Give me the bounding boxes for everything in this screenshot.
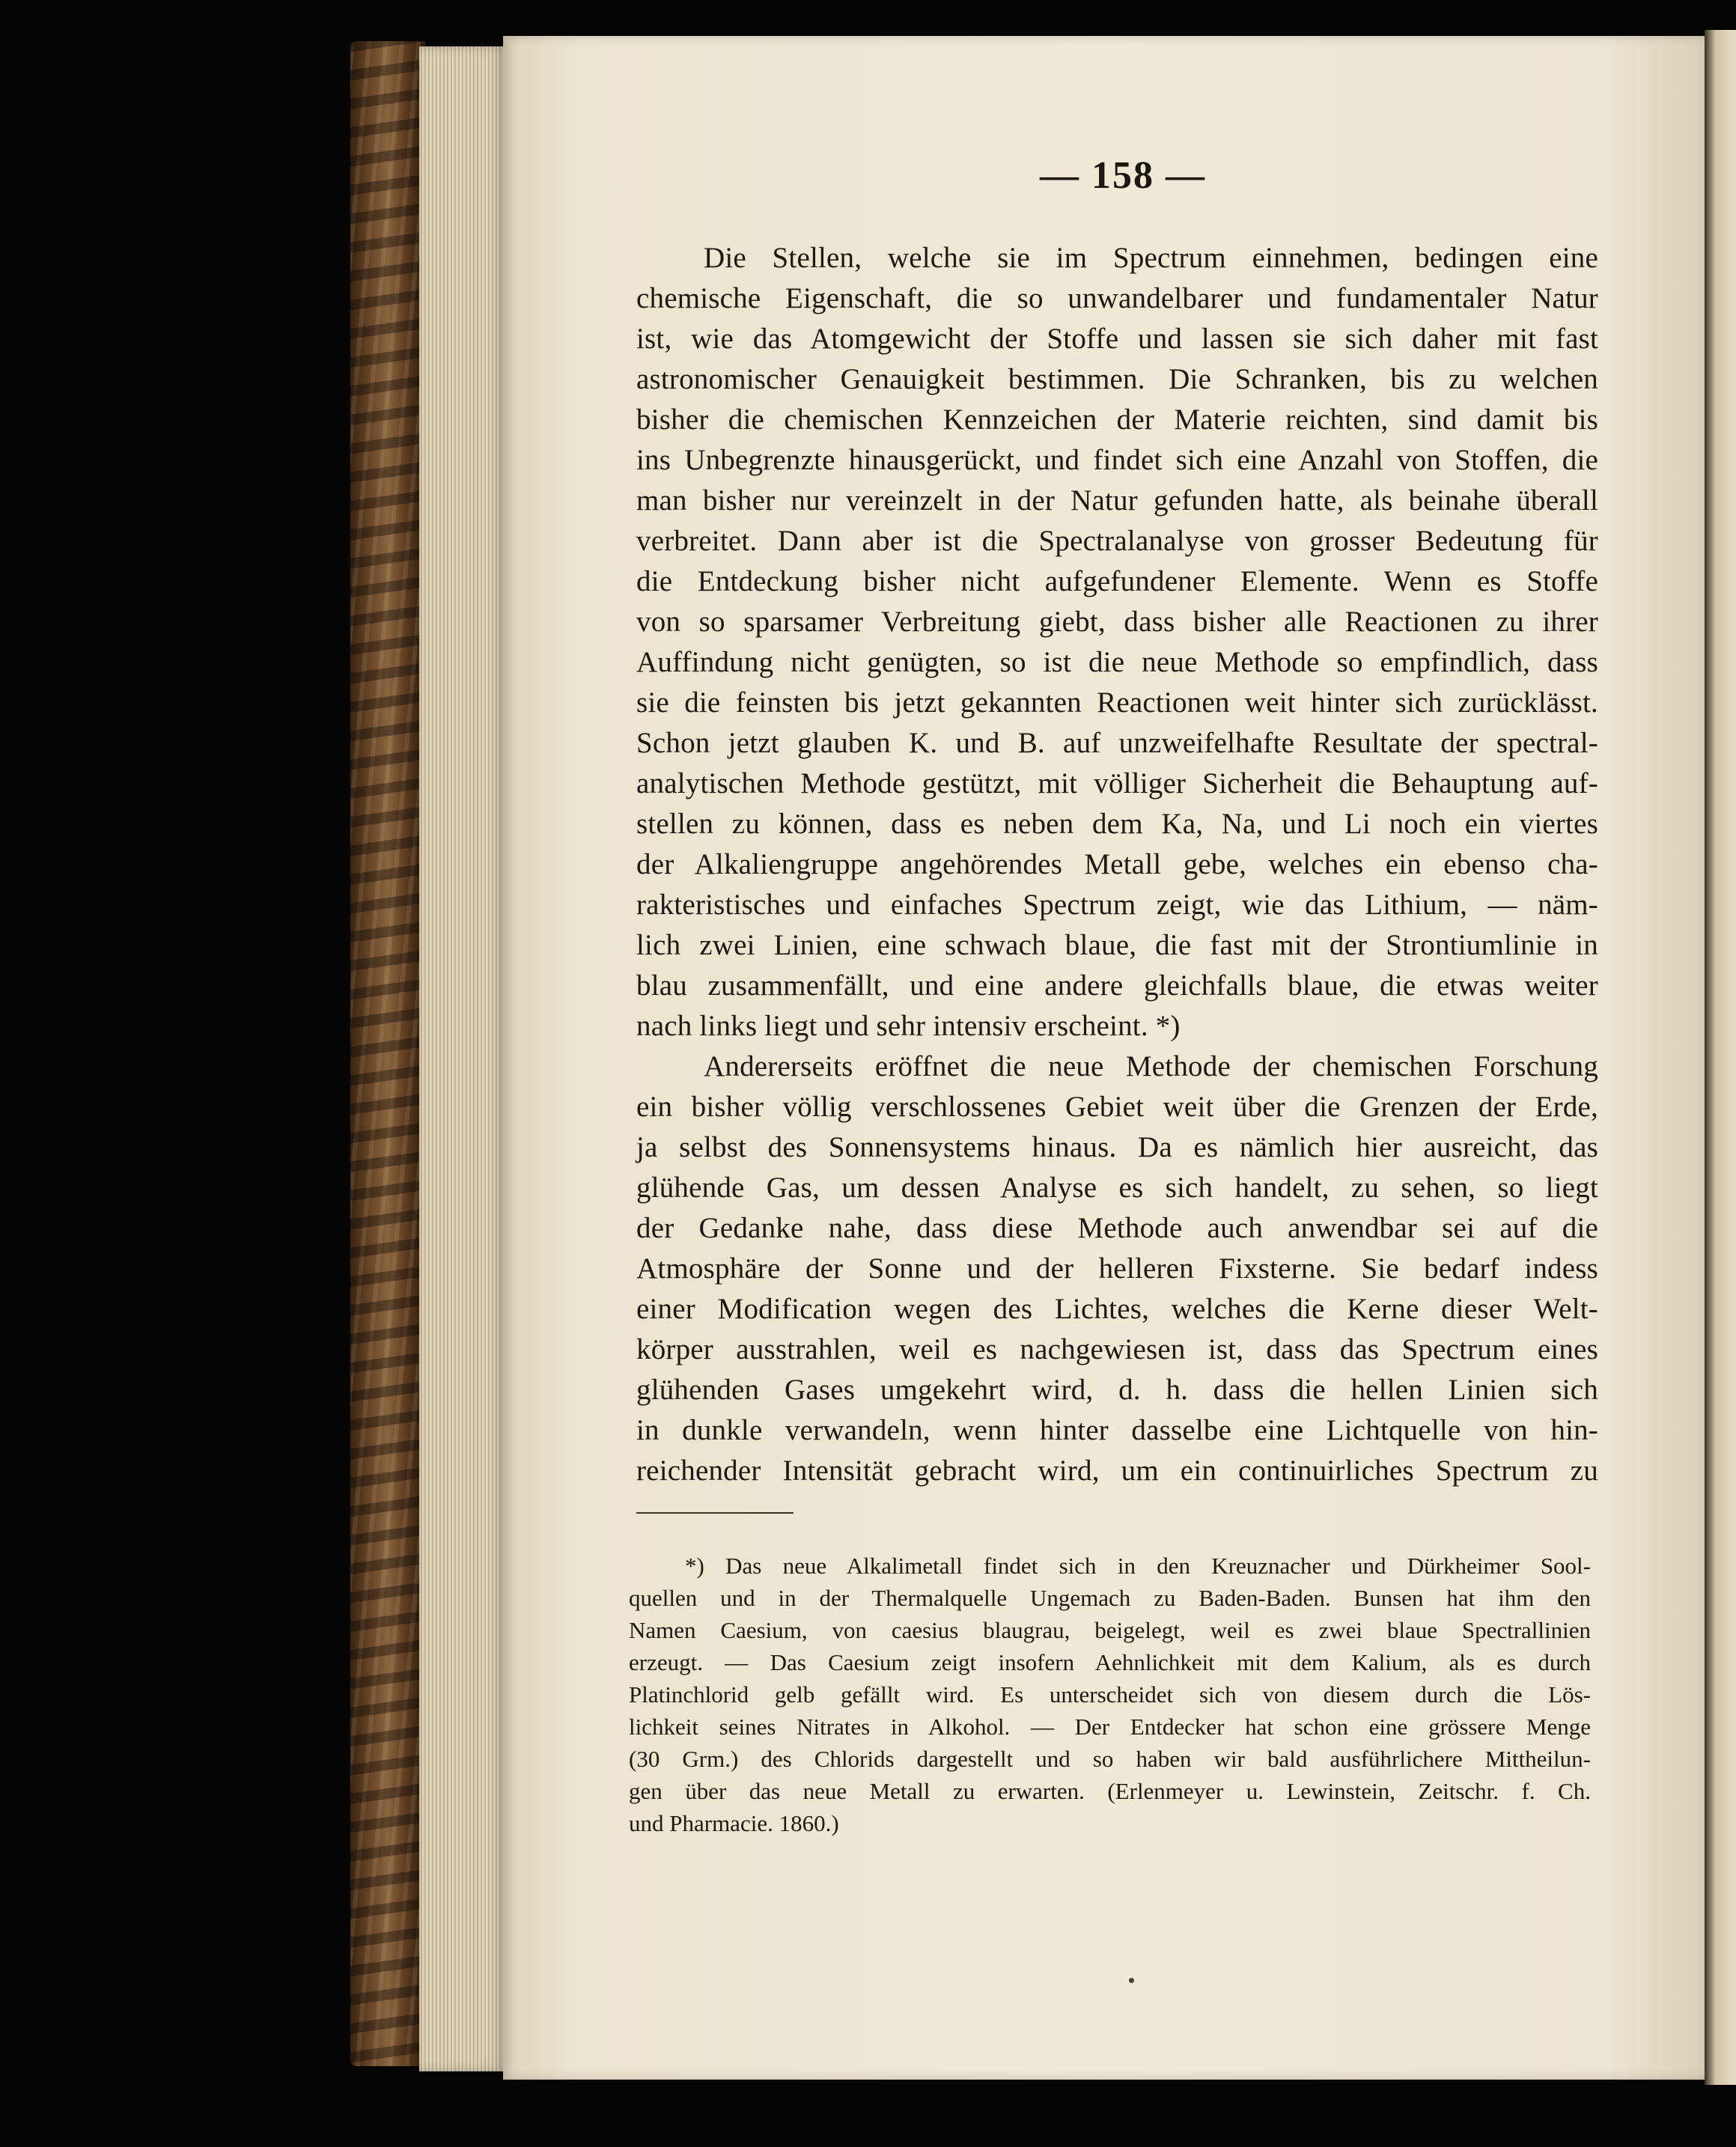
body-line: sie die feinsten bis jetzt gekannten Reactionen weit hinter sich zurücklässt.: [636, 686, 1598, 719]
body-line: einer Modification wegen des Lichtes, welches die Kerne dieser Welt-: [636, 1293, 1598, 1325]
body-line: lich zwei Linien, eine schwach blaue, die fast mit der Strontiumlinie in: [636, 929, 1598, 961]
body-line: glühenden Gases umgekehrt wird, d. h. dass die hellen Linien sich: [636, 1374, 1598, 1406]
body-line: der Gedanke nahe, dass diese Methode auch anwendbar sei auf die: [636, 1212, 1598, 1244]
body-line: verbreitet. Dann aber ist die Spectralanalyse von grosser Bedeutung für: [636, 525, 1598, 557]
body-line: rakteristisches und einfaches Spectrum zeigt, wie das Lithium, — näm-: [636, 889, 1598, 921]
footnote-line: Namen Caesium, von caesius blaugrau, beigelegt, weil es zwei blaue Spectrallinien: [629, 1617, 1591, 1643]
page-number: — 158 —: [1040, 154, 1206, 197]
body-line: ein bisher völlig verschlossenes Gebiet weit über die Grenzen der Erde,: [636, 1091, 1598, 1123]
footnote-line: quellen und in der Thermalquelle Ungemach zu Baden-Baden. Bunsen hat ihm den: [629, 1585, 1591, 1611]
footnote-line: (30 Grm.) des Chlorids dargestellt und so haben wir bald ausführlichere Mittheilun-: [629, 1746, 1591, 1772]
body-line: blau zusammenfällt, und eine andere gleichfalls blaue, die etwas weiter: [636, 969, 1598, 1002]
body-line: von so sparsamer Verbreitung giebt, dass bisher alle Reactionen zu ihrer: [636, 606, 1598, 638]
body-line: körper ausstrahlen, weil es nachgewiesen ist, dass das Spectrum eines: [636, 1333, 1598, 1365]
body-line: stellen zu können, dass es neben dem Ka, Na, und Li noch ein viertes: [636, 808, 1598, 840]
body-line: Atmosphäre der Sonne und der helleren Fixsterne. Sie bedarf indess: [636, 1252, 1598, 1285]
body-line: chemische Eigenschaft, die so unwandelbarer und fundamentaler Natur: [636, 282, 1598, 314]
body-line: in dunkle verwandeln, wenn hinter dasselbe eine Lichtquelle von hin-: [636, 1414, 1598, 1446]
body-line: ja selbst des Sonnensystems hinaus. Da es nämlich hier ausreicht, das: [636, 1131, 1598, 1163]
footnote-line: erzeugt. — Das Caesium zeigt insofern Aehnlichkeit mit dem Kalium, als es durch: [629, 1649, 1591, 1675]
body-line: Auffindung nicht genügten, so ist die neue Methode so empfindlich, dass: [636, 646, 1598, 678]
marbled-book-cover: [350, 41, 425, 2066]
footnote-line: *) Das neue Alkalimetall findet sich in den Kreuznacher und Dürkheimer Sool-: [685, 1553, 1591, 1579]
body-line: nach links liegt und sehr intensiv erscheint. *): [636, 1010, 1181, 1042]
body-line: glühende Gas, um dessen Analyse es sich handelt, zu sehen, so liegt: [636, 1172, 1598, 1204]
body-line: ins Unbegrenzte hinausgerückt, und findet sich eine Anzahl von Stoffen, die: [636, 444, 1598, 476]
body-line: Die Stellen, welche sie im Spectrum einnehmen, bedingen eine: [704, 242, 1598, 274]
footnote-line: Platinchlorid gelb gefällt wird. Es unterscheidet sich von diesem durch die Lös-: [629, 1681, 1591, 1708]
page-edges: [419, 46, 505, 2071]
body-line: man bisher nur vereinzelt in der Natur gefunden hatte, als beinahe überall: [636, 484, 1598, 517]
body-line: astronomischer Genauigkeit bestimmen. Die Schranken, bis zu welchen: [636, 363, 1598, 395]
body-line: Andererseits eröffnet die neue Methode der chemischen Forschung: [704, 1050, 1598, 1082]
footnote-rule: [636, 1512, 794, 1514]
body-line: ist, wie das Atomgewicht der Stoffe und lassen sie sich daher mit fast: [636, 323, 1598, 355]
body-line: die Entdeckung bisher nicht aufgefundener Elemente. Wenn es Stoffe: [636, 565, 1598, 597]
body-line: bisher die chemischen Kennzeichen der Materie reichten, sind damit bis: [636, 403, 1598, 436]
body-line: analytischen Methode gestützt, mit völliger Sicherheit die Behauptung auf-: [636, 767, 1598, 800]
body-line: reichender Intensität gebracht wird, um ein continuirliches Spectrum zu: [636, 1455, 1598, 1487]
body-line: Schon jetzt glauben K. und B. auf unzweifelhafte Resultate der spectral-: [636, 727, 1598, 759]
body-line: der Alkaliengruppe angehörendes Metall gebe, welches ein ebenso cha-: [636, 848, 1598, 880]
ink-speck: [1129, 1978, 1134, 1983]
footnote-line: und Pharmacie. 1860.): [629, 1810, 839, 1836]
next-page-edge: [1705, 30, 1736, 2085]
footnote-line: lichkeit seines Nitrates in Alkohol. — Der Entdecker hat schon eine grössere Menge: [629, 1714, 1591, 1740]
footnote-line: gen über das neue Metall zu erwarten. (Erlenmeyer u. Lewinstein, Zeitschr. f. Ch.: [629, 1778, 1591, 1804]
